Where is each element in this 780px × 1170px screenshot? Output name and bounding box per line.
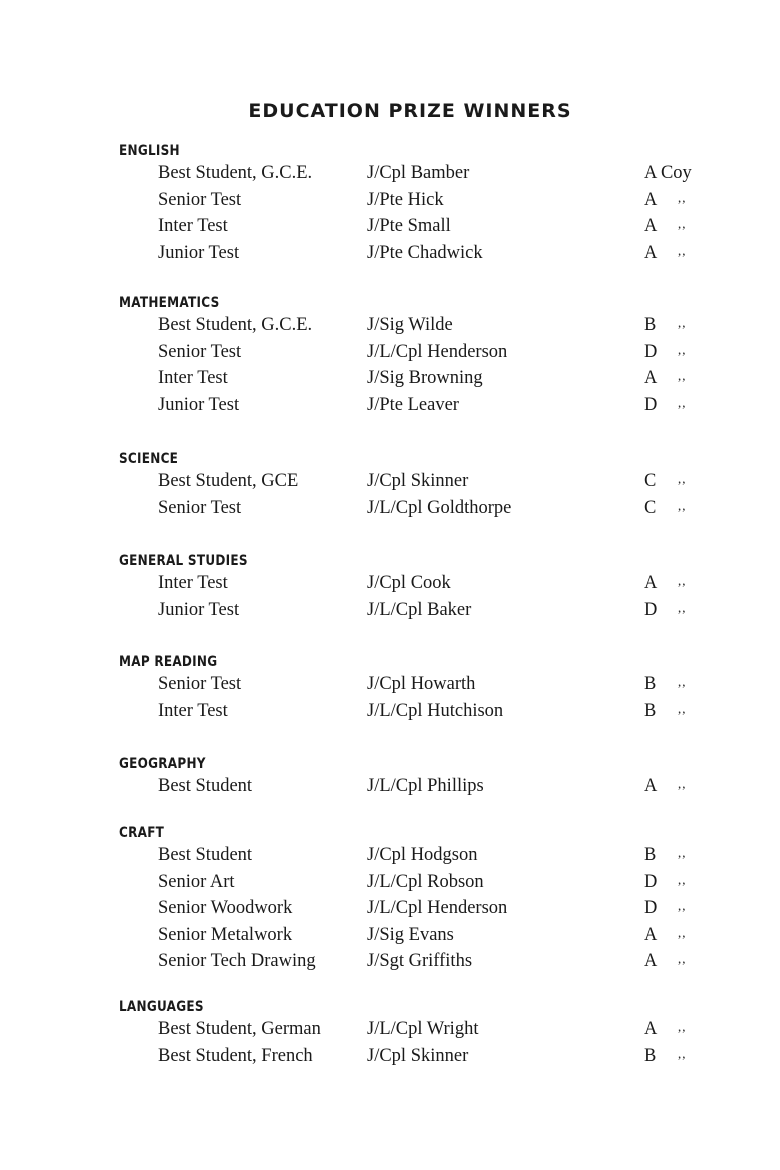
prize-row [0,845,780,871]
ditto-mark: ,, [678,674,687,689]
prize-row [0,342,780,368]
prize-row [0,315,780,341]
ditto-mark: ,, [678,951,687,966]
prize-row [0,190,780,216]
prize-row [0,243,780,269]
prize-name: Best Student [158,776,253,796]
prize-name: Inter Test [158,573,228,593]
prize-row [0,951,780,977]
prize-row [0,395,780,421]
winner-name: J/Cpl Skinner [367,471,469,491]
ditto-mark: ,, [678,871,687,887]
ditto-mark: ,, [678,599,687,615]
prize-name: Junior Test [158,394,240,415]
company: B [644,1045,657,1066]
prize-name: Junior Test [158,242,240,263]
prize-name: Senior Test [158,497,242,518]
prize-row [0,1019,780,1045]
prize-row [0,872,780,898]
ditto-mark: ,, [678,368,687,383]
prize-name: Senior Test [158,674,242,694]
winner-name: J/L/Cpl Henderson [367,898,508,918]
section-heading: ENGLISH [119,143,180,159]
prize-name: Inter Test [158,216,228,236]
company: A [644,1019,658,1039]
winner-name: J/L/Cpl Goldthorpe [367,497,512,518]
section-heading: CRAFT [119,825,165,841]
ditto-mark: ,, [678,898,687,913]
winner-name: J/Cpl Bamber [367,163,470,183]
prize-row [0,368,780,394]
ditto-mark: ,, [678,1045,687,1061]
winner-name: J/Cpl Howarth [367,674,476,694]
company: D [644,898,658,918]
prize-row [0,471,780,497]
section-heading: GEOGRAPHY [119,756,206,772]
prize-name: Best Student, GCE [158,471,299,491]
prize-row [0,498,780,524]
company: A [644,924,658,945]
company: C [644,471,657,491]
prize-row [0,163,780,189]
winner-name: J/Pte Hick [367,189,444,210]
company: A [644,242,658,263]
prize-row [0,925,780,951]
company: B [644,845,657,865]
prize-name: Inter Test [158,700,228,721]
prize-name: Best Student, G.C.E. [158,163,313,183]
ditto-mark: ,, [678,216,687,231]
winner-name: J/L/Cpl Phillips [367,776,484,796]
prize-name: Best Student, German [158,1019,321,1039]
prize-row [0,701,780,727]
company: D [644,341,658,362]
section-heading: GENERAL STUDIES [119,553,248,569]
ditto-mark: ,, [678,341,687,357]
section-heading: SCIENCE [119,451,179,467]
ditto-mark: ,, [678,189,687,205]
winner-name: J/Pte Chadwick [367,242,483,263]
ditto-mark: ,, [678,242,687,258]
winner-name: J/Sig Evans [367,924,454,945]
company: C [644,497,657,518]
prize-name: Best Student, G.C.E. [158,315,313,335]
winner-name: J/L/Cpl Baker [367,599,472,620]
prize-row [0,573,780,599]
company: B [644,700,657,721]
ditto-mark: ,, [678,497,687,513]
ditto-mark: ,, [678,315,687,330]
winner-name: J/L/Cpl Hutchison [367,700,504,721]
prize-name: Senior Woodwork [158,898,293,918]
ditto-mark: ,, [678,924,687,940]
prize-name: Senior Test [158,341,242,362]
winner-name: J/L/Cpl Wright [367,1019,479,1039]
page-title: EDUCATION PRIZE WINNERS [248,100,572,122]
prize-row [0,216,780,242]
company: A [644,216,658,236]
winner-name: J/Pte Small [367,216,451,236]
prize-name: Senior Art [158,871,235,892]
section-heading: LANGUAGES [119,999,204,1015]
prize-row [0,776,780,802]
prize-name: Junior Test [158,599,240,620]
prize-name: Senior Test [158,189,242,210]
company: A [644,776,658,796]
ditto-mark: ,, [678,573,687,588]
prize-name: Best Student [158,845,253,865]
company: B [644,674,657,694]
company: D [644,871,658,892]
winner-name: J/Pte Leaver [367,394,459,415]
section-heading: MATHEMATICS [119,295,220,311]
ditto-mark: ,, [678,394,687,410]
prize-row [0,600,780,626]
winner-name: J/L/Cpl Robson [367,871,484,892]
ditto-mark: ,, [678,776,687,791]
ditto-mark: ,, [678,700,687,716]
ditto-mark: ,, [678,845,687,860]
winner-name: J/Cpl Cook [367,573,451,593]
company: A [644,189,658,210]
company: A [644,573,658,593]
prize-name: Senior Metalwork [158,924,293,945]
winner-name: J/Cpl Skinner [367,1045,469,1066]
winner-name: J/Sgt Griffiths [367,951,473,971]
company: D [644,394,658,415]
prize-name: Senior Tech Drawing [158,951,316,971]
company: A Coy [644,163,692,183]
prize-row [0,1046,780,1072]
prize-name: Best Student, French [158,1045,313,1066]
winner-name: J/Sig Wilde [367,315,453,335]
winner-name: J/L/Cpl Henderson [367,341,508,362]
company: B [644,315,657,335]
prize-row [0,674,780,700]
prize-row [0,898,780,924]
winner-name: J/Sig Browning [367,368,483,388]
ditto-mark: ,, [678,471,687,486]
company: A [644,368,658,388]
winner-name: J/Cpl Hodgson [367,845,478,865]
company: A [644,951,658,971]
prize-name: Inter Test [158,368,228,388]
ditto-mark: ,, [678,1019,687,1034]
company: D [644,599,658,620]
section-heading: MAP READING [119,654,218,670]
